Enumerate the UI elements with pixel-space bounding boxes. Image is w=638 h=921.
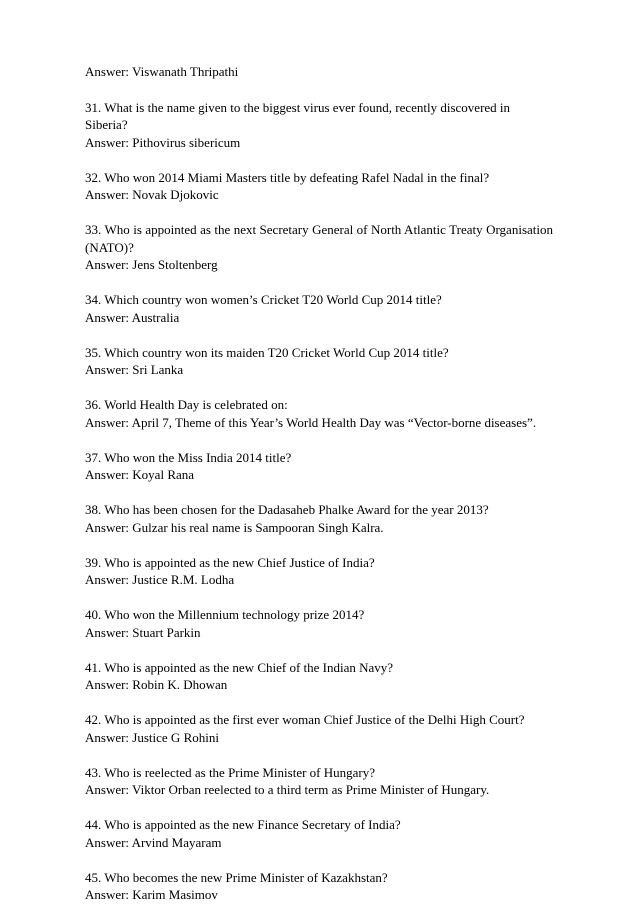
answer-text: Answer: Karim Masimov <box>85 887 218 902</box>
question-text: 45. Who becomes the new Prime Minister of Kazakhstan? <box>85 869 388 885</box>
answer-text: Answer: Gulzar his real name is Sampooran Singh Kalra. <box>85 519 384 535</box>
question-text: 40. Who won the Millennium technology prize 2014? <box>85 607 365 622</box>
qa-item-37 <box>85 449 553 484</box>
question-text: 34. Which country won women’s Cricket T20 World Cup 2014 title? <box>85 292 442 307</box>
answer-text: Answer: Robin K. Dhowan <box>85 677 228 692</box>
qa-item-35 <box>85 344 553 379</box>
qa-item-38 <box>85 501 553 536</box>
answer-text: Answer: Jens Stoltenberg <box>85 257 218 272</box>
answer-text: Answer: Stuart Parkin <box>85 624 201 640</box>
intro-answer: Answer: Viswanath Thripathi <box>85 64 239 79</box>
question-text: 44. Who is appointed as the new Finance Secretary of India? <box>85 817 401 832</box>
answer-text: Answer: Koyal Rana <box>85 467 195 482</box>
qa-item-33 <box>85 221 553 274</box>
answer-text: Answer: Viktor Orban reelected to a third term as Prime Minister of Hungary. <box>85 782 490 797</box>
answer-text: Answer: Justice R.M. Lodha <box>85 572 235 587</box>
question-text: 32. Who won 2014 Miami Masters title by defeating Rafel Nadal in the final? <box>85 169 490 185</box>
qa-item-41 <box>85 659 553 694</box>
question-text: 38. Who has been chosen for the Dadasaheb Phalke Award for the year 2013? <box>85 502 489 517</box>
question-text: 37. Who won the Miss India 2014 title? <box>85 449 292 465</box>
answer-text: Answer: Arvind Mayaram <box>85 834 222 850</box>
qa-item-40 <box>85 606 553 641</box>
document-page <box>85 63 553 921</box>
question-text: 39. Who is appointed as the new Chief Justice of India? <box>85 554 375 570</box>
answer-text: Answer: Justice G Rohini <box>85 729 219 745</box>
qa-item-34 <box>85 291 553 326</box>
answer-text: Answer: Pithovirus sibericum <box>85 134 241 150</box>
qa-item-44 <box>85 816 553 851</box>
question-text: 41. Who is appointed as the new Chief of the Indian Navy? <box>85 659 394 675</box>
qa-item-36 <box>85 396 553 431</box>
qa-item-42 <box>85 711 553 746</box>
qa-item-32 <box>85 169 553 204</box>
question-text: 35. Which country won its maiden T20 Cricket World Cup 2014 title? <box>85 344 449 360</box>
answer-text: Answer: Australia <box>85 309 180 325</box>
question-text: 36. World Health Day is celebrated on: <box>85 397 288 412</box>
answer-text: Answer: Sri Lanka <box>85 362 184 377</box>
question-text: 31. What is the name given to the biggest virus ever found, recently discovered in Siberia? <box>85 99 511 132</box>
answer-text: Answer: April 7, Theme of this Year’s World Health Day was “Vector-borne diseases”. <box>85 414 537 430</box>
qa-item-43 <box>85 764 553 799</box>
question-text: 43. Who is reelected as the Prime Minister of Hungary? <box>85 764 376 780</box>
qa-item-39 <box>85 554 553 589</box>
qa-item-31 <box>85 99 553 152</box>
answer-text: Answer: Novak Djokovic <box>85 187 219 202</box>
question-text: 33. Who is appointed as the next Secretary General of North Atlantic Treaty Organisation (NATO)? <box>85 222 553 255</box>
question-text: 42. Who is appointed as the first ever woman Chief Justice of the Delhi High Court? <box>85 712 525 727</box>
qa-item-45 <box>85 869 553 904</box>
